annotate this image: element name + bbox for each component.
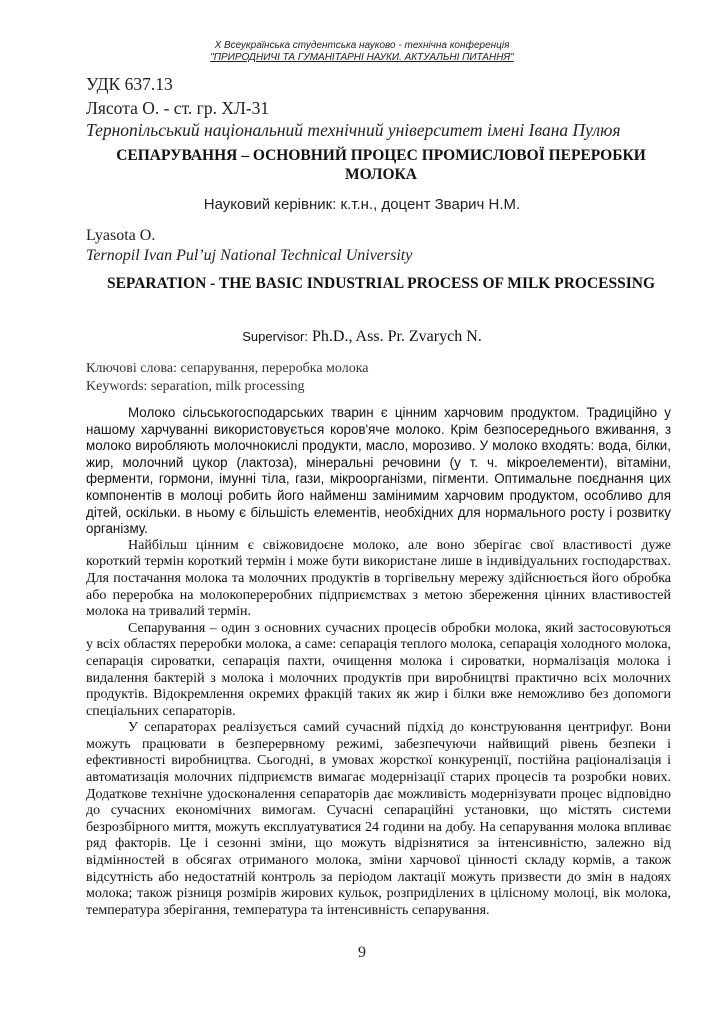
title-ua: СЕПАРУВАННЯ – ОСНОВНИЙ ПРОЦЕС ПРОМИСЛОВОЇ ПЕРЕРОБКИ МОЛОКА: [116, 147, 646, 183]
paragraph-separators: У сепараторах реалізується самий сучасний підхід до конструювання центрифуг. Вони можуть працювати в безперервному режимі, забезпечуючи найвищий рівень безпеки і ефективності виробництва. Сьогодні, в умовах жорсткої конкуренції, постійна раціоналізація і автоматизація молочних підприємств вимагає модернізації старих процесів та розробки нових. Додаткове технічне удосконалення сепараторів дає можливість модернізувати процес відповідно до сучасних економічних вимогам. Сучасні сепараційні установки, що містять системи безрозбірного миття, можуть експлуатуватися 24 години на добу. На сепарування молока впливає ряд факторів. Це і сезонні зміни, що можуть відрізнятися за інтенсивністю, залежно від відмінностей в обсягах отриманого молока, зміни харчової цінності складу кормів, а також відсутність або недостатній контроль за періодом лактації можуть призвести до змін в надоях молока; також різниця розмірів жирових кульок, розприділених в цілісному молоці, вік молока, температура зберігання, температура та інтенсивність сепарування.: [86, 720, 671, 918]
conference-theme: "ПРИРОДНИЧІ ТА ГУМАНІТАРНІ НАУКИ. АКТУАЛЬНІ ПИТАННЯ": [210, 52, 514, 63]
article-body: [86, 405, 671, 919]
keywords-en: Keywords: separation, milk processing: [86, 379, 305, 394]
supervisor-ua: Науковий керівник: к.т.н., доцент Зварич Н.М.: [203, 196, 521, 213]
paragraph-fresh-milk: Найбільш цінним є свіжовидоєне молоко, але воно зберігає свої властивості дуже короткий термін короткий термін і може бути використане лише в індивідуальних господарствах. Для постачання молока та молочних продуктів в торгівельну мережу здійснюється його обробка або переробка на молокопереробних підприємствах з метою збереження цінних властивостей молока на тривалий термін.: [86, 537, 671, 620]
conference-name: X Всеукраїнська студентська науково - технічна конференція: [214, 40, 510, 51]
supervisor-en-label: Supervisor:: [242, 329, 308, 344]
supervisor-en-text: Ph.D., Ass. Pr. Zvarych N.: [307, 328, 482, 345]
udk-code: УДК 637.13: [86, 74, 173, 94]
title-en: SEPARATION - THE BASIC INDUSTRIAL PROCESS OF MILK PROCESSING: [106, 275, 656, 292]
supervisor-en: [0, 328, 724, 346]
university-ua: Тернопільський національний технічний університет імені Івана Пулюя: [86, 120, 621, 140]
conference-header: [0, 40, 724, 64]
author-en: Lyasota O.: [86, 227, 156, 244]
university-en: Ternopil Ivan Pul’uj National Technical University: [86, 247, 413, 264]
paragraph-intro: Молоко сільськогосподарських тварин є цінним харчовим продуктом. Традиційно у нашому харчуванні використовується коров'яче молоко. Крім безпосереднього вживання, з молоко виробляють молочнокислі продукти, масло, морозиво. У молоко входять: вода, білки, жир, молочний цукор (лактоза), мінеральні речовини (у т. ч. мікроелементи), вітаміни, ферменти, гормони, імунні тіла, гази, мікроорганізми, пігменти. Оптимальне поєднання цих компонентів в молоці робить його найменш замінимим харчовим продуктом, особливо для дітей, оскільки. в ньому є більшість елементів, необхідних для нормального росту і розвитку організму.: [86, 405, 671, 537]
paragraph-separation: Сепарування – один з основних сучасних процесів обробки молока, який застосовуються у всіх областях переробки молока, а саме: сепарація теплого молока, сепарація холодного молока, сепарація сироватки, сепарація пахти, очищення молока і сироватки, нормалізація молока і видалення бактерій з молока і молочних продуктів при виробництві практично всіх молочних продуктів. Відокремлення окремих фракцій таких як жир і білки вже неможливо без допомоги спеціальних сепараторів.: [86, 620, 671, 719]
page-number: 9: [358, 944, 366, 961]
author-ua: Лясота О. - ст. гр. ХЛ-31: [86, 98, 270, 118]
keywords-ua: Ключові слова: сепарування, переробка молока: [86, 361, 369, 376]
